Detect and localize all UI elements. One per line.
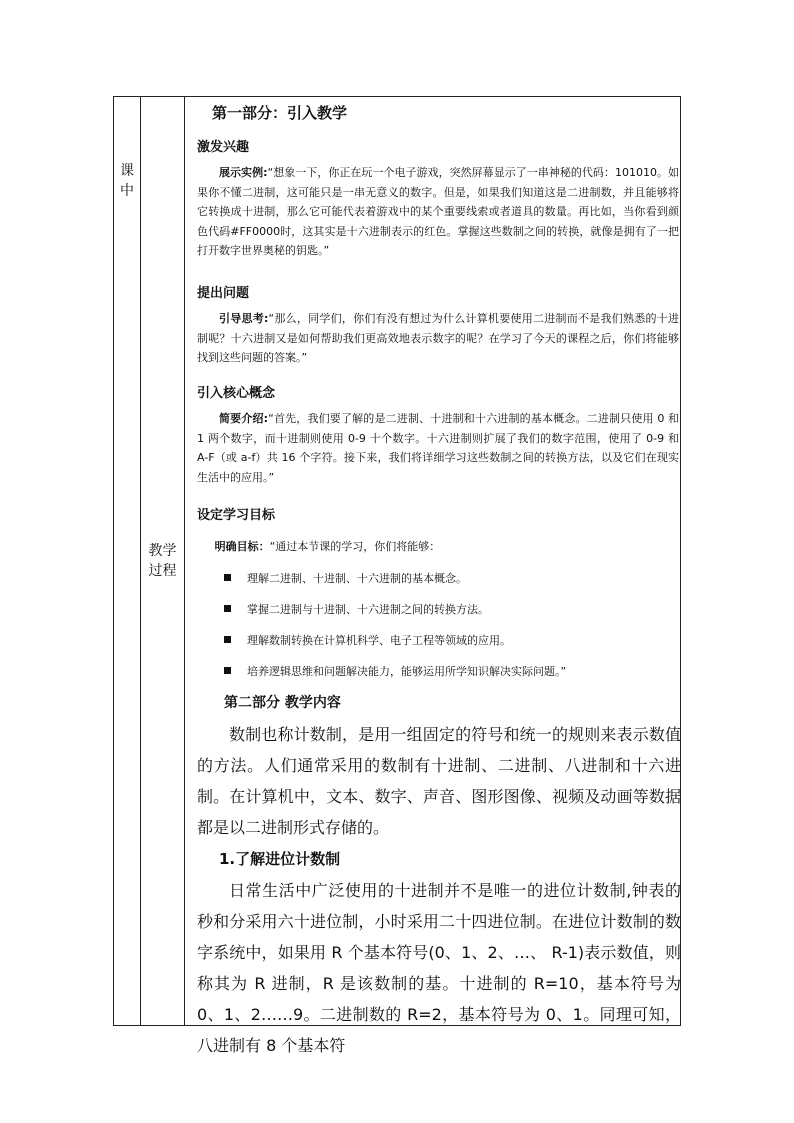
part2-title: 第二部分 教学内容	[224, 695, 341, 711]
square-bullet-icon	[224, 667, 231, 674]
label-ke-zhong	[114, 161, 140, 201]
goal-item	[224, 602, 489, 618]
sub1-text: 日常生活中广泛使用的十进制并不是唯一的进位计数制,钟表的秒和分采用六十进位制，小时采用二十四进位制。在进位计数制的数字系统中，如果用 R 个基本符号(0、1、2、…、 R-1)表示数值，则称其为 R 进制，R 是该数制的基。十进制的 R=10，基本符号为 0、1、2……9。二进制数的 R=2，基本符号为 0、1。同理可知，八进制有 8 个基本符	[197, 881, 681, 1055]
sec4-paragraph	[197, 537, 679, 557]
sec3-paragraph	[197, 409, 679, 487]
sec1-paragraph	[197, 163, 679, 261]
sec1-lead: 展示实例:	[219, 166, 268, 179]
sub1-title: 1.了解进位计数制	[219, 850, 341, 868]
sec4-lead: 明确目标：	[214, 540, 270, 553]
sec4-text: “通过本节课的学习，你们将能够：	[269, 540, 441, 553]
label-jiaoxue-guocheng	[141, 541, 184, 581]
sec1-text: “想象一下，你正在玩一个电子游戏，突然屏幕显示了一串神秘的代码：101010。如果你不懂二进制，这可能只是一串无意义的数字。但是，如果我们知道这是二进制数，并且能够将它转换成十进制，那么它可能代表着游戏中的某个重要线索或者道具的数量。再比如，当你看到颜色代码#FF0000时，这其实是十六进制表示的红色。掌握这些数制之间的转换，就像是拥有了一把打开数字世界奥秘的钥匙。”	[197, 166, 679, 258]
label-jiaoxue-guocheng-text: 教学 过程	[148, 543, 177, 579]
goal-item	[224, 664, 566, 680]
sec2-lead: 引导思考:	[219, 312, 269, 325]
sec2-heading: 提出问题	[197, 286, 250, 301]
lesson-table	[113, 96, 681, 1055]
sec3-heading: 引入核心概念	[197, 386, 276, 401]
label-ke-zhong-text: 课 中	[120, 163, 134, 199]
sec3-text: “首先，我们要了解的是二进制、十进制和十六进制的基本概念。二进制只使用 0 和 1 两个数字，而十进制则使用 0-9 十个数字。十六进制则扩展了我们的数字范围，使用了 0-9 和 A-F（或 a-f）共 16 个字符。接下来，我们将详细学习这些数制之间的转换方法，以及它们在现实生活中的应用。”	[197, 412, 679, 484]
part1-title: 第一部分：引入教学	[212, 104, 348, 122]
sec2-paragraph	[197, 309, 679, 368]
goal-item	[224, 633, 511, 649]
goal-item-text: 理解二进制、十进制、十六进制的基本概念。	[247, 572, 467, 585]
sub1-clip	[194, 875, 684, 1055]
goal-item	[224, 571, 467, 587]
sec4-heading: 设定学习目标	[197, 508, 276, 523]
sec2-text: “那么，同学们，你们有没有想过为什么计算机要使用二进制而不是我们熟悉的十进制呢？十六进制又是如何帮助我们更高效地表示数字的呢？在学习了今天的课程之后，你们将能够找到这些问题的答案。”	[197, 312, 679, 365]
goal-item-text: 培养逻辑思维和问题解决能力，能够运用所学知识解决实际问题。”	[247, 665, 567, 678]
sec1-heading: 激发兴趣	[197, 140, 250, 155]
square-bullet-icon	[224, 605, 231, 612]
goal-item-text: 掌握二进制与十进制、十六进制之间的转换方法。	[247, 603, 489, 616]
part2-intro: 数制也称计数制，是用一组固定的符号和统一的规则来表示数值的方法。人们通常采用的数制有十进制、二进制、八进制和十六进制。在计算机中，文本、数字、声音、图形图像、视频及动画等数据都是以二进制形式存储的。	[197, 725, 681, 837]
sec3-lead: 简要介绍:	[219, 412, 269, 425]
column-divider	[184, 97, 185, 1025]
square-bullet-icon	[224, 574, 231, 581]
goal-item-text: 理解数制转换在计算机科学、电子工程等领域的应用。	[247, 634, 511, 647]
square-bullet-icon	[224, 636, 231, 643]
